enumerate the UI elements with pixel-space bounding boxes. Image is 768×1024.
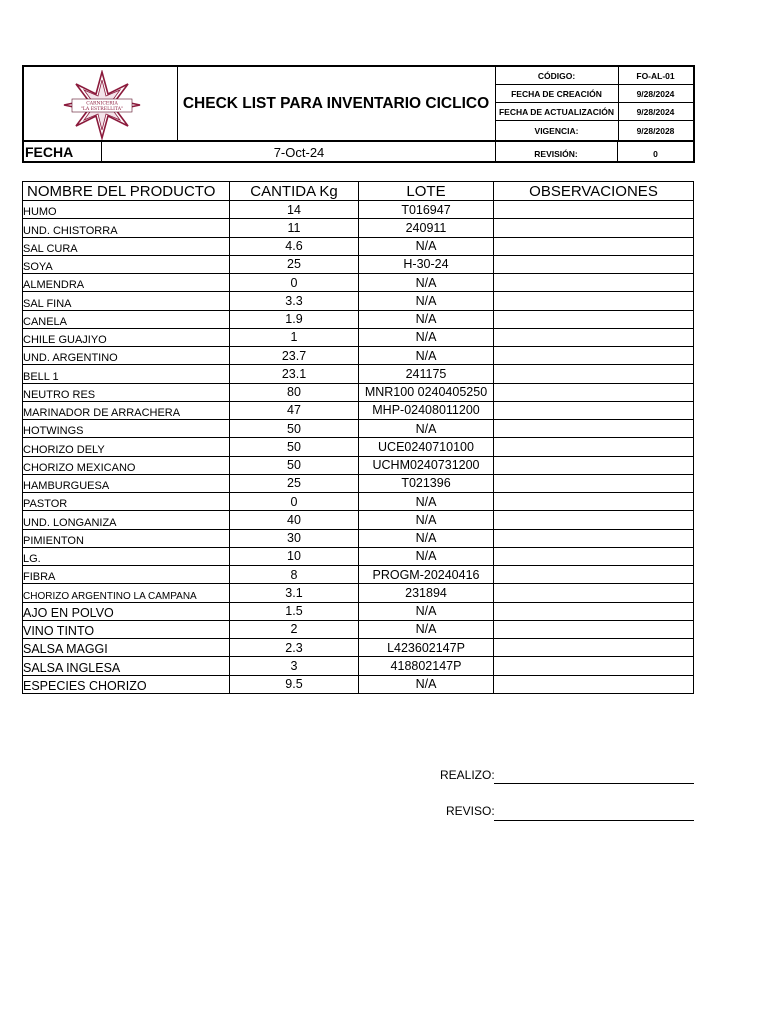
info-row-fecha-actualizacion xyxy=(495,103,693,121)
lot-cell[interactable]: UCE0240710100 xyxy=(359,438,494,456)
product-name-cell: UND. ARGENTINO xyxy=(23,347,230,365)
product-name-cell: SOYA xyxy=(23,255,230,273)
observations-cell[interactable] xyxy=(494,310,694,328)
lot-cell[interactable]: N/A xyxy=(359,328,494,346)
observations-cell[interactable] xyxy=(494,547,694,565)
observations-cell[interactable] xyxy=(494,201,694,219)
product-name-cell: SAL FINA xyxy=(23,292,230,310)
product-name-cell: AJO EN POLVO xyxy=(23,602,230,620)
observations-cell[interactable] xyxy=(494,274,694,292)
observations-cell[interactable] xyxy=(494,566,694,584)
table-row xyxy=(23,255,694,273)
quantity-cell[interactable]: 50 xyxy=(230,456,359,474)
observations-cell[interactable] xyxy=(494,219,694,237)
lot-cell[interactable]: MHP-02408011200 xyxy=(359,401,494,419)
lot-cell[interactable]: PROGM-20240416 xyxy=(359,566,494,584)
lot-cell[interactable]: 240911 xyxy=(359,219,494,237)
logo-text-line1: CARNICERIA xyxy=(86,101,118,107)
product-name-cell: LG. xyxy=(23,547,230,565)
quantity-cell[interactable]: 11 xyxy=(230,219,359,237)
inventory-table xyxy=(22,181,694,694)
lot-cell[interactable]: N/A xyxy=(359,347,494,365)
observations-cell[interactable] xyxy=(494,255,694,273)
logo-box xyxy=(24,67,178,140)
quantity-cell[interactable]: 50 xyxy=(230,438,359,456)
info-label: FECHA DE ACTUALIZACIÓN xyxy=(495,103,619,120)
product-name-cell: ESPECIES CHORIZO xyxy=(23,675,230,693)
table-row xyxy=(23,639,694,657)
quantity-cell[interactable]: 80 xyxy=(230,383,359,401)
table-row xyxy=(23,547,694,565)
table-row xyxy=(23,420,694,438)
observations-cell[interactable] xyxy=(494,511,694,529)
lot-cell[interactable]: N/A xyxy=(359,529,494,547)
lot-cell[interactable]: T021396 xyxy=(359,474,494,492)
product-name-cell: CHORIZO DELY xyxy=(23,438,230,456)
quantity-cell[interactable]: 10 xyxy=(230,547,359,565)
product-name-cell: HUMO xyxy=(23,201,230,219)
table-row xyxy=(23,566,694,584)
quantity-cell[interactable]: 9.5 xyxy=(230,675,359,693)
observations-cell[interactable] xyxy=(494,456,694,474)
observations-cell[interactable] xyxy=(494,675,694,693)
quantity-cell[interactable]: 3.3 xyxy=(230,292,359,310)
observations-cell[interactable] xyxy=(494,365,694,383)
quantity-cell[interactable]: 1.9 xyxy=(230,310,359,328)
product-name-cell: NEUTRO RES xyxy=(23,383,230,401)
quantity-cell[interactable]: 3 xyxy=(230,657,359,675)
table-row xyxy=(23,493,694,511)
product-name-cell: CANELA xyxy=(23,310,230,328)
quantity-cell[interactable]: 1 xyxy=(230,328,359,346)
quantity-cell[interactable]: 30 xyxy=(230,529,359,547)
table-row xyxy=(23,675,694,693)
revision-value: 0 xyxy=(653,149,658,159)
document-info xyxy=(495,67,693,140)
table-row xyxy=(23,365,694,383)
info-label: FECHA DE CREACIÓN xyxy=(495,85,619,102)
lot-cell[interactable]: 418802147P xyxy=(359,657,494,675)
lot-cell[interactable]: N/A xyxy=(359,493,494,511)
star-logo-icon xyxy=(52,70,152,140)
table-row xyxy=(23,602,694,620)
table-row xyxy=(23,620,694,638)
product-name-cell: SALSA MAGGI xyxy=(23,639,230,657)
column-header-observaciones: OBSERVACIONES xyxy=(494,182,694,201)
lot-cell[interactable]: H-30-24 xyxy=(359,255,494,273)
lot-cell[interactable]: N/A xyxy=(359,310,494,328)
table-row xyxy=(23,383,694,401)
table-row xyxy=(23,584,694,602)
realizo-signature-line[interactable] xyxy=(494,770,694,784)
product-name-cell: BELL 1 xyxy=(23,365,230,383)
table-row xyxy=(23,529,694,547)
reviso-signature-line[interactable] xyxy=(494,806,694,821)
observations-cell[interactable] xyxy=(494,529,694,547)
lot-cell[interactable]: N/A xyxy=(359,547,494,565)
quantity-cell[interactable]: 40 xyxy=(230,511,359,529)
info-row-codigo xyxy=(495,67,693,85)
quantity-cell[interactable]: 0 xyxy=(230,493,359,511)
info-label: CÓDIGO: xyxy=(495,67,619,84)
product-name-cell: FIBRA xyxy=(23,566,230,584)
lot-cell[interactable]: N/A xyxy=(359,237,494,255)
table-row xyxy=(23,219,694,237)
product-name-cell: SAL CURA xyxy=(23,237,230,255)
table-row xyxy=(23,511,694,529)
table-header-row xyxy=(23,182,694,201)
observations-cell[interactable] xyxy=(494,493,694,511)
revision-label: REVISIÓN: xyxy=(495,142,618,163)
table-row xyxy=(23,474,694,492)
column-header-nombre: NOMBRE DEL PRODUCTO xyxy=(23,182,230,201)
lot-cell[interactable]: N/A xyxy=(359,511,494,529)
observations-cell[interactable] xyxy=(494,420,694,438)
quantity-cell[interactable]: 25 xyxy=(230,474,359,492)
product-name-cell: VINO TINTO xyxy=(23,620,230,638)
table-row xyxy=(23,657,694,675)
observations-cell[interactable] xyxy=(494,474,694,492)
reviso-label: REVISO: xyxy=(446,804,495,818)
document-title: CHECK LIST PARA INVENTARIO CICLICO xyxy=(177,67,496,140)
quantity-cell[interactable]: 25 xyxy=(230,255,359,273)
lot-cell[interactable]: MNR100 0240405250 xyxy=(359,383,494,401)
info-value: 9/28/2024 xyxy=(636,88,675,99)
product-name-cell: CHORIZO ARGENTINO LA CAMPANA xyxy=(23,584,230,602)
info-row-fecha-creacion xyxy=(495,85,693,103)
quantity-cell[interactable]: 2.3 xyxy=(230,639,359,657)
table-row xyxy=(23,347,694,365)
product-name-cell: PIMIENTON xyxy=(23,529,230,547)
product-name-cell: PASTOR xyxy=(23,493,230,511)
table-row xyxy=(23,310,694,328)
lot-cell[interactable]: 231894 xyxy=(359,584,494,602)
quantity-cell[interactable]: 50 xyxy=(230,420,359,438)
lot-cell[interactable]: T016947 xyxy=(359,201,494,219)
table-row xyxy=(23,456,694,474)
observations-cell[interactable] xyxy=(494,292,694,310)
quantity-cell[interactable]: 14 xyxy=(230,201,359,219)
logo-text-line2: "LA ESTRELLITA" xyxy=(80,107,124,112)
fecha-label: FECHA xyxy=(24,142,102,163)
lot-cell[interactable]: UCHM0240731200 xyxy=(359,456,494,474)
product-name-cell: HOTWINGS xyxy=(23,420,230,438)
document-header xyxy=(22,65,695,163)
observations-cell[interactable] xyxy=(494,328,694,346)
observations-cell[interactable] xyxy=(494,639,694,657)
quantity-cell[interactable]: 47 xyxy=(230,401,359,419)
observations-cell[interactable] xyxy=(494,584,694,602)
lot-cell[interactable]: N/A xyxy=(359,602,494,620)
observations-cell[interactable] xyxy=(494,602,694,620)
quantity-cell[interactable]: 3.1 xyxy=(230,584,359,602)
inventory-table-body xyxy=(23,201,694,694)
table-row xyxy=(23,274,694,292)
table-row xyxy=(23,292,694,310)
observations-cell[interactable] xyxy=(494,383,694,401)
observations-cell[interactable] xyxy=(494,401,694,419)
quantity-cell[interactable]: 23.1 xyxy=(230,365,359,383)
lot-cell[interactable]: N/A xyxy=(359,292,494,310)
info-value: FO-AL-01 xyxy=(636,70,675,81)
info-value: 9/28/2028 xyxy=(636,125,675,136)
column-header-cantidad: CANTIDA Kg xyxy=(230,182,359,201)
product-name-cell: CHILE GUAJIYO xyxy=(23,328,230,346)
info-label: VIGENCIA: xyxy=(495,121,619,140)
table-row xyxy=(23,328,694,346)
product-name-cell: SALSA INGLESA xyxy=(23,657,230,675)
quantity-cell[interactable]: 8 xyxy=(230,566,359,584)
lot-cell[interactable]: 241175 xyxy=(359,365,494,383)
quantity-cell[interactable]: 1.5 xyxy=(230,602,359,620)
table-row xyxy=(23,237,694,255)
lot-cell[interactable]: N/A xyxy=(359,620,494,638)
table-row xyxy=(23,438,694,456)
quantity-cell[interactable]: 4.6 xyxy=(230,237,359,255)
realizo-label: REALIZO: xyxy=(440,768,495,782)
observations-cell[interactable] xyxy=(494,438,694,456)
lot-cell[interactable]: N/A xyxy=(359,420,494,438)
table-row xyxy=(23,401,694,419)
fecha-row xyxy=(24,140,693,163)
observations-cell[interactable] xyxy=(494,657,694,675)
info-row-vigencia xyxy=(495,121,693,140)
observations-cell[interactable] xyxy=(494,237,694,255)
info-value: 9/28/2024 xyxy=(636,106,675,117)
lot-cell[interactable]: N/A xyxy=(359,675,494,693)
table-row xyxy=(23,201,694,219)
product-name-cell: HAMBURGUESA xyxy=(23,474,230,492)
product-name-cell: MARINADOR DE ARRACHERA xyxy=(23,401,230,419)
product-name-cell: ALMENDRA xyxy=(23,274,230,292)
observations-cell[interactable] xyxy=(494,347,694,365)
observations-cell[interactable] xyxy=(494,620,694,638)
column-header-lote: LOTE xyxy=(359,182,494,201)
quantity-cell[interactable]: 2 xyxy=(230,620,359,638)
quantity-cell[interactable]: 23.7 xyxy=(230,347,359,365)
product-name-cell: CHORIZO MEXICANO xyxy=(23,456,230,474)
product-name-cell: UND. LONGANIZA xyxy=(23,511,230,529)
fecha-value[interactable]: 7-Oct-24 xyxy=(103,142,496,163)
product-name-cell: UND. CHISTORRA xyxy=(23,219,230,237)
lot-cell[interactable]: L423602147P xyxy=(359,639,494,657)
quantity-cell[interactable]: 0 xyxy=(230,274,359,292)
lot-cell[interactable]: N/A xyxy=(359,274,494,292)
